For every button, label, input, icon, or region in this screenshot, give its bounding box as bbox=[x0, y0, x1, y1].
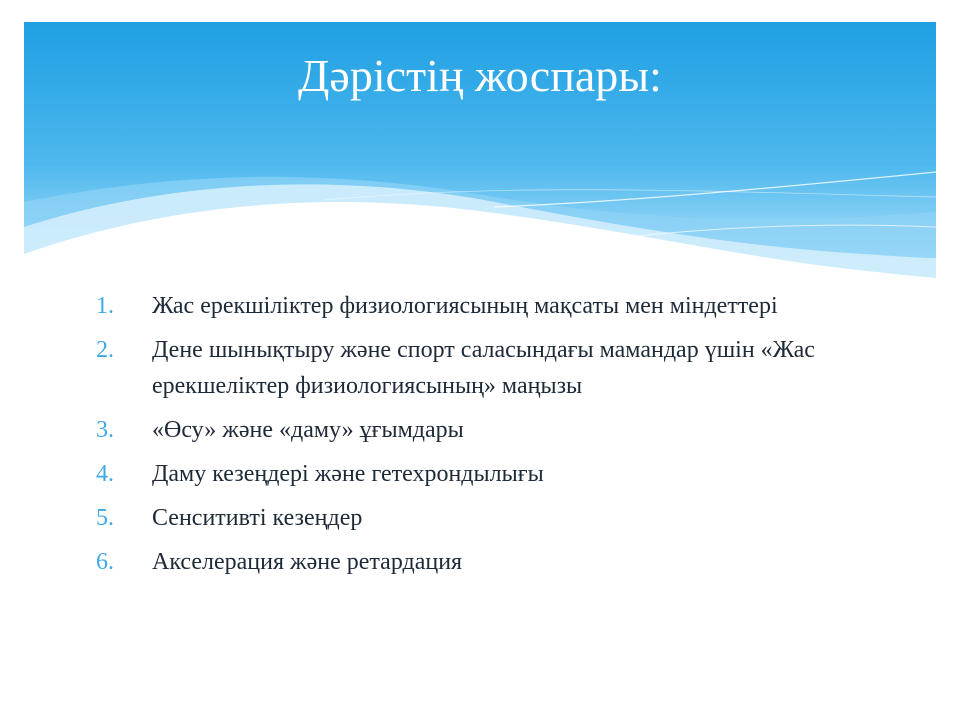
list-item bbox=[96, 544, 876, 580]
list-item-text: Акселерация және ретардация bbox=[152, 549, 463, 575]
list-item-number: 3. bbox=[96, 417, 114, 443]
list-item bbox=[96, 288, 876, 324]
list-item-text: Жас ерекшіліктер физиологиясының мақсаты мен міндеттері bbox=[152, 293, 778, 319]
list-item-text: «Өсу» және «даму» ұғымдары bbox=[152, 417, 464, 443]
list-item-text: Сенситивті кезеңдер bbox=[152, 505, 363, 531]
list-item bbox=[96, 412, 876, 448]
list-item-text: Дене шынықтыру және спорт саласындағы мамандар үшін «Жас ерекшеліктер физиологиясының» маңызы bbox=[152, 337, 815, 399]
list-item bbox=[96, 500, 876, 536]
list-item bbox=[96, 332, 876, 404]
list-item-number: 2. bbox=[96, 337, 114, 363]
list-item-text: Даму кезеңдері және гетехрондылығы bbox=[152, 461, 544, 487]
list-item bbox=[96, 456, 876, 492]
list-item-number: 6. bbox=[96, 549, 114, 575]
plan-list bbox=[96, 288, 876, 588]
list-item-number: 1. bbox=[96, 293, 114, 319]
slide-title: Дәрістің жоспары: bbox=[298, 50, 662, 101]
list-item-number: 5. bbox=[96, 505, 114, 531]
list-item-number: 4. bbox=[96, 461, 114, 487]
